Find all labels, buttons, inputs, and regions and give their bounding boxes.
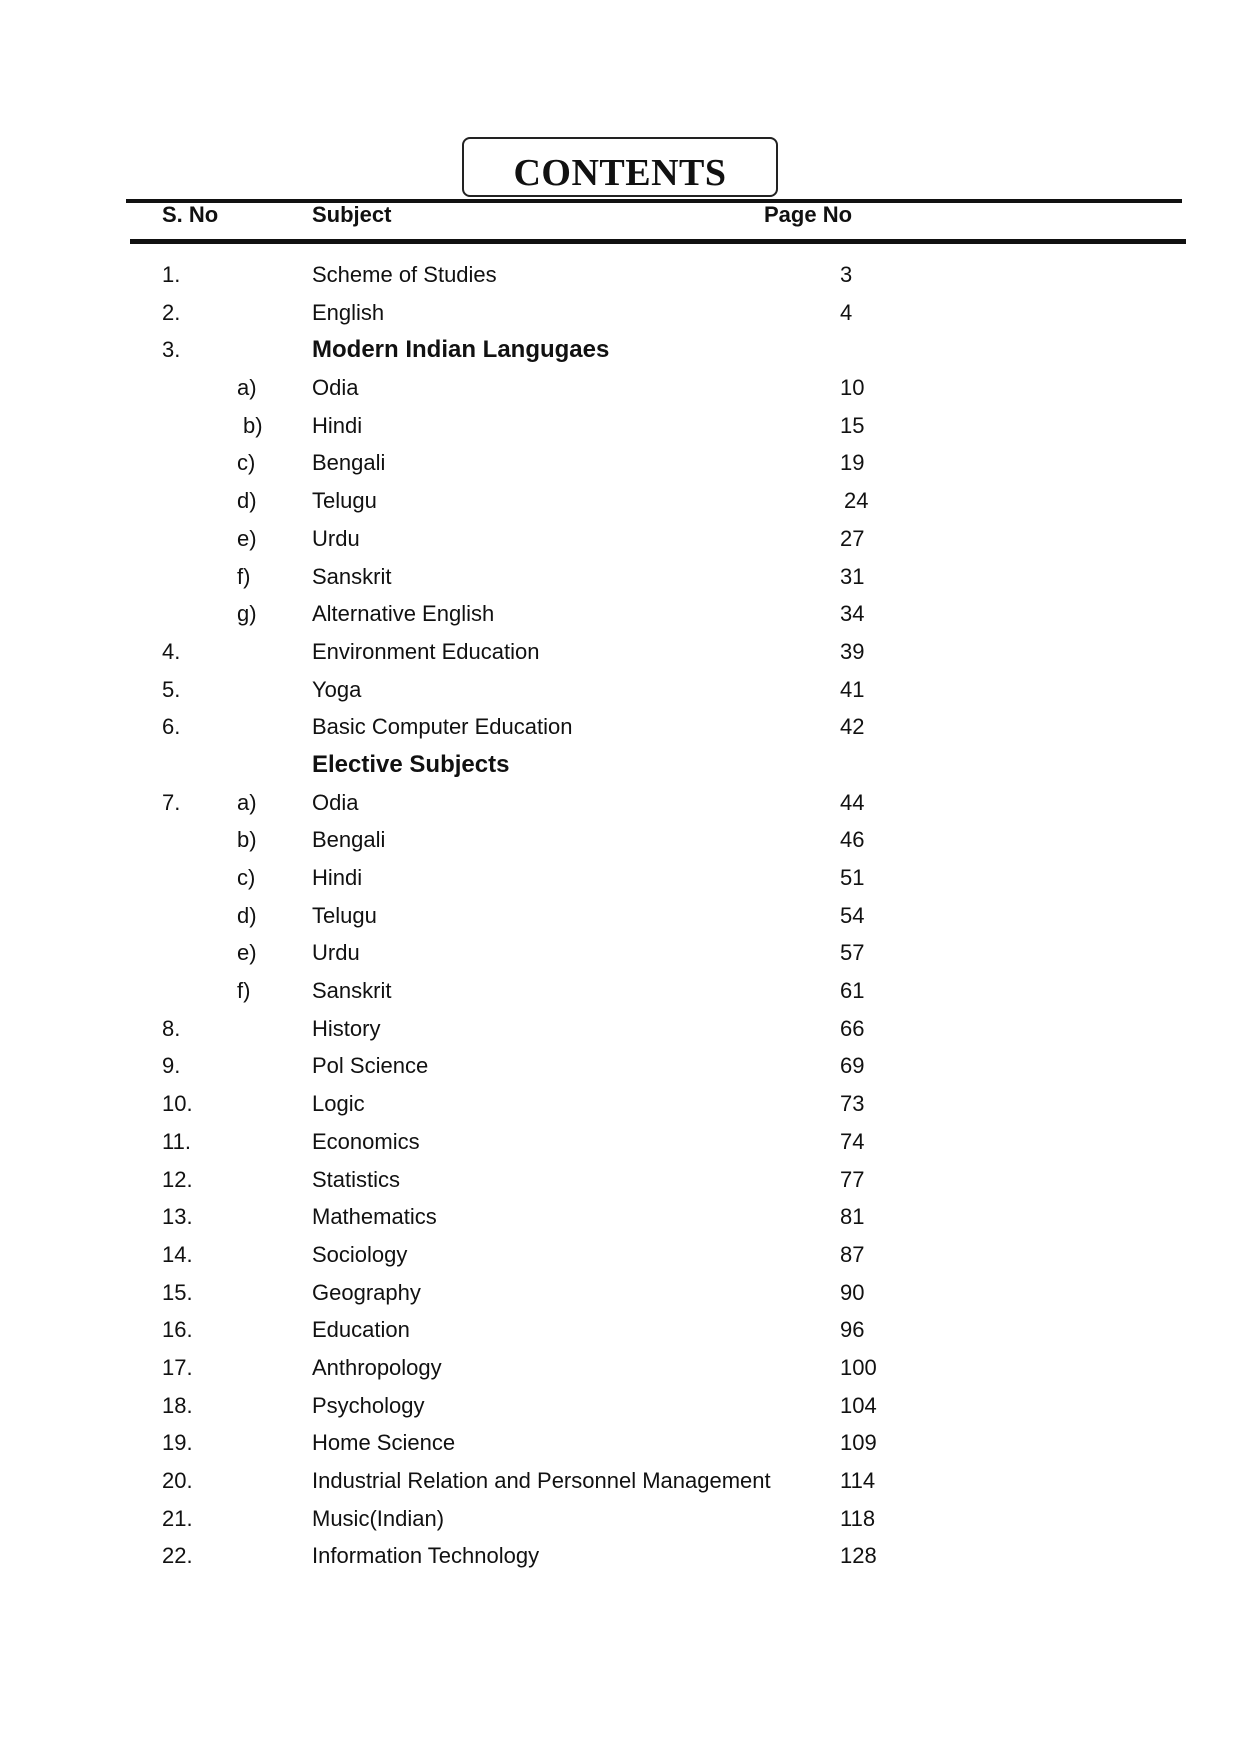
row-page-number: 87 <box>840 1241 865 1267</box>
row-page-number: 42 <box>840 714 865 740</box>
row-number: 5. <box>162 676 181 702</box>
contents-row <box>0 825 1240 863</box>
row-page-number: 15 <box>840 412 865 438</box>
contents-row <box>0 976 1240 1014</box>
row-page-number: 24 <box>844 488 869 514</box>
row-page-number: 74 <box>840 1128 865 1154</box>
row-subject: Education <box>312 1317 410 1343</box>
contents-row <box>0 1089 1240 1127</box>
contents-row <box>0 1428 1240 1466</box>
row-number: 2. <box>162 299 181 325</box>
row-subject: Logic <box>312 1091 365 1117</box>
row-subject: Hindi <box>312 865 363 890</box>
row-number: 10. <box>162 1091 193 1117</box>
row-page-number: 104 <box>840 1392 877 1418</box>
row-sub-letter: a) <box>237 789 257 815</box>
contents-row <box>0 1202 1240 1240</box>
row-page-number: 39 <box>840 638 865 664</box>
contents-list <box>0 260 1240 1579</box>
row-page-number: 61 <box>840 978 865 1004</box>
row-number: 19. <box>162 1430 193 1456</box>
contents-row <box>0 863 1240 901</box>
row-subject: Information Technology <box>312 1543 540 1569</box>
row-page-number: 41 <box>840 676 865 702</box>
row-subject: Home Science <box>312 1430 456 1456</box>
row-subject: Music(Indian) <box>312 1505 445 1531</box>
row-subject: Hindi <box>312 412 363 438</box>
contents-row <box>0 712 1240 750</box>
row-subject: English <box>312 299 385 325</box>
row-page-number: 31 <box>840 563 865 589</box>
column-header-page: Page No <box>764 202 853 227</box>
contents-row <box>0 1165 1240 1203</box>
row-subject: Statistics <box>312 1166 401 1192</box>
row-page-number: 44 <box>840 789 865 815</box>
row-subject: Economics <box>312 1128 420 1154</box>
row-subject: Environment Education <box>312 638 540 664</box>
row-number: 1. <box>162 262 181 287</box>
row-sub-letter: d) <box>237 488 257 514</box>
row-page-number: 69 <box>840 1053 865 1079</box>
row-page-number: 118 <box>840 1505 876 1531</box>
row-sub-letter: e) <box>237 940 257 966</box>
contents-row <box>0 1466 1240 1504</box>
contents-row <box>0 1315 1240 1353</box>
row-sub-letter: b) <box>243 412 263 438</box>
row-number: 9. <box>162 1053 181 1079</box>
row-subject: Odia <box>312 789 359 815</box>
row-subject: Telugu <box>312 902 377 928</box>
row-page-number: 81 <box>840 1204 865 1230</box>
contents-row <box>0 562 1240 600</box>
row-page-number: 4 <box>840 299 853 325</box>
row-sub-letter: f) <box>237 978 251 1004</box>
row-sub-letter: d) <box>237 902 257 928</box>
contents-row <box>0 637 1240 675</box>
row-page-number: 128 <box>840 1543 877 1569</box>
row-sub-letter: e) <box>237 525 257 551</box>
row-page-number: 73 <box>840 1091 865 1117</box>
contents-row <box>0 1541 1240 1579</box>
row-page-number: 66 <box>840 1015 865 1041</box>
row-number: 15. <box>162 1279 193 1305</box>
row-page-number: 10 <box>840 375 865 401</box>
row-number: 21. <box>162 1505 193 1531</box>
row-number: 12. <box>162 1166 193 1192</box>
row-page-number: 90 <box>840 1279 865 1305</box>
contents-row <box>0 1391 1240 1429</box>
row-page-number: 114 <box>840 1468 876 1493</box>
contents-row <box>0 260 1240 298</box>
row-page-number: 57 <box>840 940 865 966</box>
row-subject: Psychology <box>312 1392 425 1418</box>
row-page-number: 3 <box>840 262 853 287</box>
contents-row <box>0 1240 1240 1278</box>
row-subject: Mathematics <box>312 1204 437 1230</box>
row-page-number: 51 <box>840 865 865 890</box>
row-number: 4. <box>162 638 181 664</box>
row-page-number: 19 <box>840 450 865 476</box>
row-subject: Urdu <box>312 525 360 551</box>
section-heading-row <box>0 750 1240 788</box>
row-subject: Odia <box>312 375 359 401</box>
row-subject: Bengali <box>312 827 386 853</box>
row-number: 3. <box>162 337 181 363</box>
row-subject: Urdu <box>312 940 360 966</box>
contents-row <box>0 901 1240 939</box>
row-number: 20. <box>162 1468 193 1493</box>
row-sub-letter: g) <box>237 601 257 627</box>
row-page-number: 77 <box>840 1166 865 1192</box>
row-number: 18. <box>162 1392 193 1418</box>
row-subject: Alternative English <box>312 601 495 627</box>
section-heading: Elective Subjects <box>312 750 510 778</box>
contents-title-box <box>462 137 778 197</box>
row-page-number: 54 <box>840 902 865 928</box>
contents-row <box>0 524 1240 562</box>
contents-row <box>0 486 1240 524</box>
row-subject: Industrial Relation and Personnel Management <box>312 1468 771 1493</box>
row-number: 7. <box>162 789 181 815</box>
row-subject: Yoga <box>312 676 362 702</box>
row-page-number: 46 <box>840 827 865 853</box>
row-number: 8. <box>162 1015 181 1041</box>
contents-row <box>0 1014 1240 1052</box>
row-sub-letter: a) <box>237 375 257 401</box>
contents-row <box>0 373 1240 411</box>
row-page-number: 27 <box>840 525 865 551</box>
header-bottom-rule <box>130 239 1186 244</box>
column-header-subject: Subject <box>312 202 392 227</box>
row-number: 22. <box>162 1543 193 1569</box>
row-subject: Telugu <box>312 488 377 514</box>
row-sub-letter: c) <box>237 450 256 476</box>
column-header-sno: S. No <box>162 202 219 227</box>
contents-row <box>0 448 1240 486</box>
row-sub-letter: b) <box>237 827 257 853</box>
row-subject: Bengali <box>312 450 386 476</box>
row-sub-letter: f) <box>237 563 251 589</box>
row-number: 16. <box>162 1317 193 1343</box>
row-subject: Pol Science <box>312 1053 429 1079</box>
row-page-number: 34 <box>840 601 865 627</box>
contents-row <box>0 675 1240 713</box>
row-page-number: 100 <box>840 1354 877 1380</box>
row-number: 6. <box>162 714 181 740</box>
row-subject: Geography <box>312 1279 421 1305</box>
contents-row <box>0 1127 1240 1165</box>
section-heading: Modern Indian Langugaes <box>312 336 610 364</box>
contents-row <box>0 788 1240 826</box>
contents-row <box>0 411 1240 449</box>
row-subject: Basic Computer Education <box>312 714 573 740</box>
row-subject: Scheme of Studies <box>312 262 497 287</box>
contents-row <box>0 1051 1240 1089</box>
row-number: 14. <box>162 1241 193 1267</box>
row-number: 11. <box>162 1128 191 1154</box>
section-heading-row <box>0 335 1240 373</box>
header-top-rule <box>126 199 1182 203</box>
contents-row <box>0 599 1240 637</box>
contents-row <box>0 1278 1240 1316</box>
page-title: CONTENTS <box>513 152 727 194</box>
row-subject: Anthropology <box>312 1354 442 1380</box>
row-number: 13. <box>162 1204 193 1230</box>
contents-row <box>0 1353 1240 1391</box>
contents-row <box>0 938 1240 976</box>
row-sub-letter: c) <box>237 865 256 890</box>
contents-row <box>0 1504 1240 1542</box>
row-subject: Sanskrit <box>312 563 392 589</box>
row-subject: History <box>312 1015 381 1041</box>
row-page-number: 96 <box>840 1317 865 1343</box>
contents-row <box>0 298 1240 336</box>
row-subject: Sanskrit <box>312 978 392 1004</box>
row-number: 17. <box>162 1354 193 1380</box>
row-subject: Sociology <box>312 1241 408 1267</box>
row-page-number: 109 <box>840 1430 877 1456</box>
